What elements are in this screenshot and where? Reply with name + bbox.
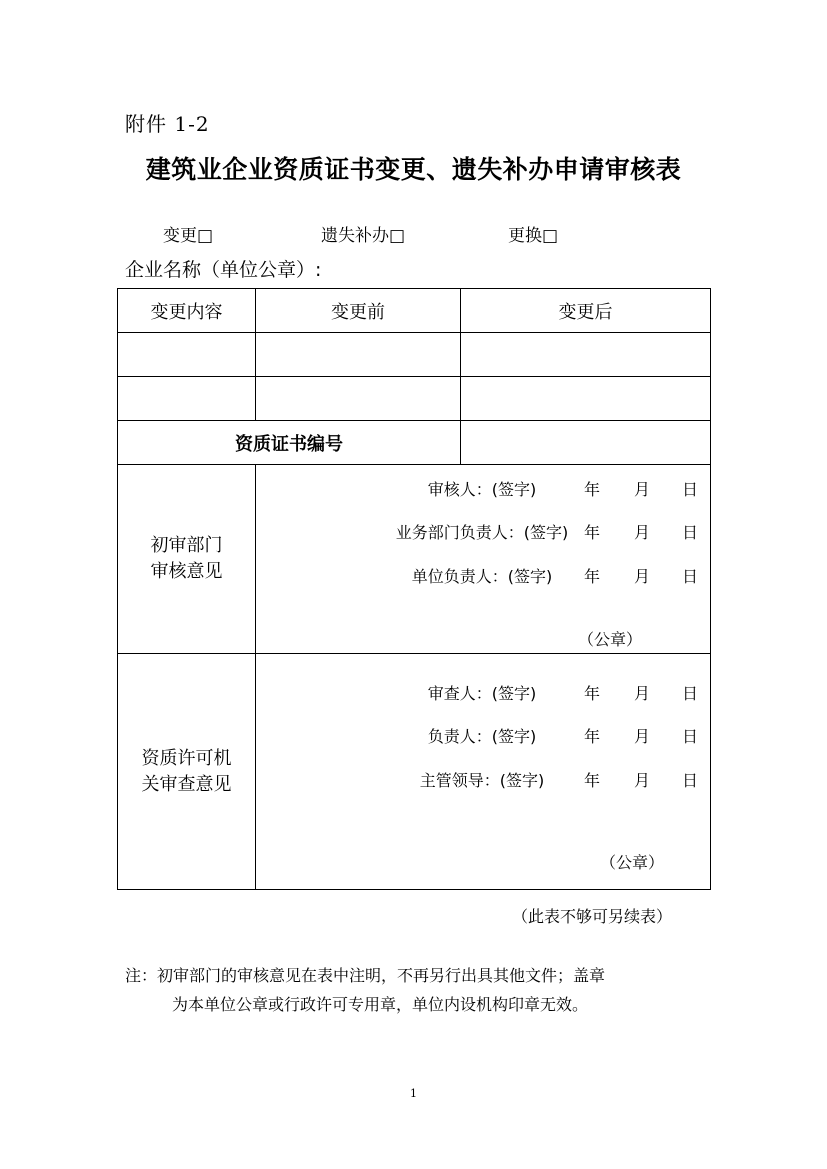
day-label: 日: [682, 684, 699, 703]
cert-number-row: [118, 421, 711, 465]
day-label: 日: [682, 771, 699, 790]
year-label: 年: [584, 684, 601, 703]
cert-number-label: 资质证书编号: [118, 421, 461, 465]
day-label: 日: [682, 480, 699, 499]
day-label: 日: [682, 727, 699, 746]
change-content-cell[interactable]: [118, 377, 256, 421]
authority-review-label-line2: 关审查意见: [141, 773, 232, 795]
authority-review-row: [118, 654, 711, 890]
initial-review-label-line2: 审核意见: [150, 561, 223, 582]
before-change-cell[interactable]: [256, 333, 461, 377]
option-lost-reissue-checkbox[interactable]: 遗失补办□: [321, 226, 406, 246]
option-change-checkbox[interactable]: 变更□: [163, 226, 214, 246]
leader-signature-label: 主管领导：(签字): [419, 771, 545, 790]
unit-head-signature-label: 单位负责人：(签字): [411, 567, 553, 586]
header-change-content: 变更内容: [118, 289, 256, 333]
year-label: 年: [584, 523, 601, 542]
footnote-line1: 注：初审部门的审核意见在表中注明，不再另行出具其他文件；盖章: [125, 966, 606, 985]
before-change-cell[interactable]: [256, 377, 461, 421]
dept-head-signature-label: 业务部门负责人：(签字): [395, 523, 569, 542]
initial-review-label-line1: 初审部门: [150, 535, 223, 556]
month-label: 月: [634, 727, 651, 746]
authority-review-content[interactable]: [256, 654, 711, 890]
after-change-cell[interactable]: [461, 377, 711, 421]
page-number: 1: [410, 1087, 417, 1100]
change-content-cell[interactable]: [118, 333, 256, 377]
header-after-change: 变更后: [461, 289, 711, 333]
year-label: 年: [584, 480, 601, 499]
continue-note: （此表不够可另续表）: [512, 907, 673, 926]
authority-review-label-line1: 资质许可机: [141, 747, 232, 769]
authority-review-label: [118, 654, 256, 890]
dept-head-signature-line: [264, 520, 700, 543]
company-name-label: 企业名称（单位公章）:: [125, 259, 322, 281]
attachment-label: 附件 1-2: [125, 112, 210, 136]
after-change-cell[interactable]: [461, 333, 711, 377]
document-title: 建筑业企业资质证书变更、遗失补办申请审核表: [145, 155, 682, 184]
day-label: 日: [682, 523, 699, 542]
initial-review-content[interactable]: [256, 465, 711, 654]
reviewer-signature-label: 审核人：(签字): [427, 480, 537, 499]
unit-head-signature-line: [264, 564, 700, 587]
header-before-change: 变更前: [256, 289, 461, 333]
cert-number-value-cell[interactable]: [461, 421, 711, 465]
month-label: 月: [634, 480, 651, 499]
initial-review-label: [118, 465, 256, 654]
month-label: 月: [634, 684, 651, 703]
month-label: 月: [634, 771, 651, 790]
reviewer-signature-line: [264, 477, 700, 500]
examiner-signature-line: [264, 681, 700, 704]
official-seal-label: （公章）: [600, 853, 665, 872]
responsible-person-signature-label: 负责人：(签字): [427, 727, 537, 746]
footnote-line2: 为本单位公章或行政许可专用章，单位内设机构印章无效。: [172, 995, 589, 1014]
month-label: 月: [634, 523, 651, 542]
option-replace-checkbox[interactable]: 更换□: [508, 226, 559, 246]
year-label: 年: [584, 771, 601, 790]
application-form-table: [117, 288, 711, 890]
table-header-row: [118, 289, 711, 333]
official-seal-label: （公章）: [578, 630, 643, 649]
table-row: [118, 377, 711, 421]
initial-review-row: [118, 465, 711, 654]
leader-signature-line: [264, 768, 700, 791]
year-label: 年: [584, 727, 601, 746]
responsible-person-signature-line: [264, 724, 700, 747]
month-label: 月: [634, 567, 651, 586]
table-row: [118, 333, 711, 377]
day-label: 日: [682, 567, 699, 586]
examiner-signature-label: 审查人：(签字): [427, 684, 537, 703]
year-label: 年: [584, 567, 601, 586]
